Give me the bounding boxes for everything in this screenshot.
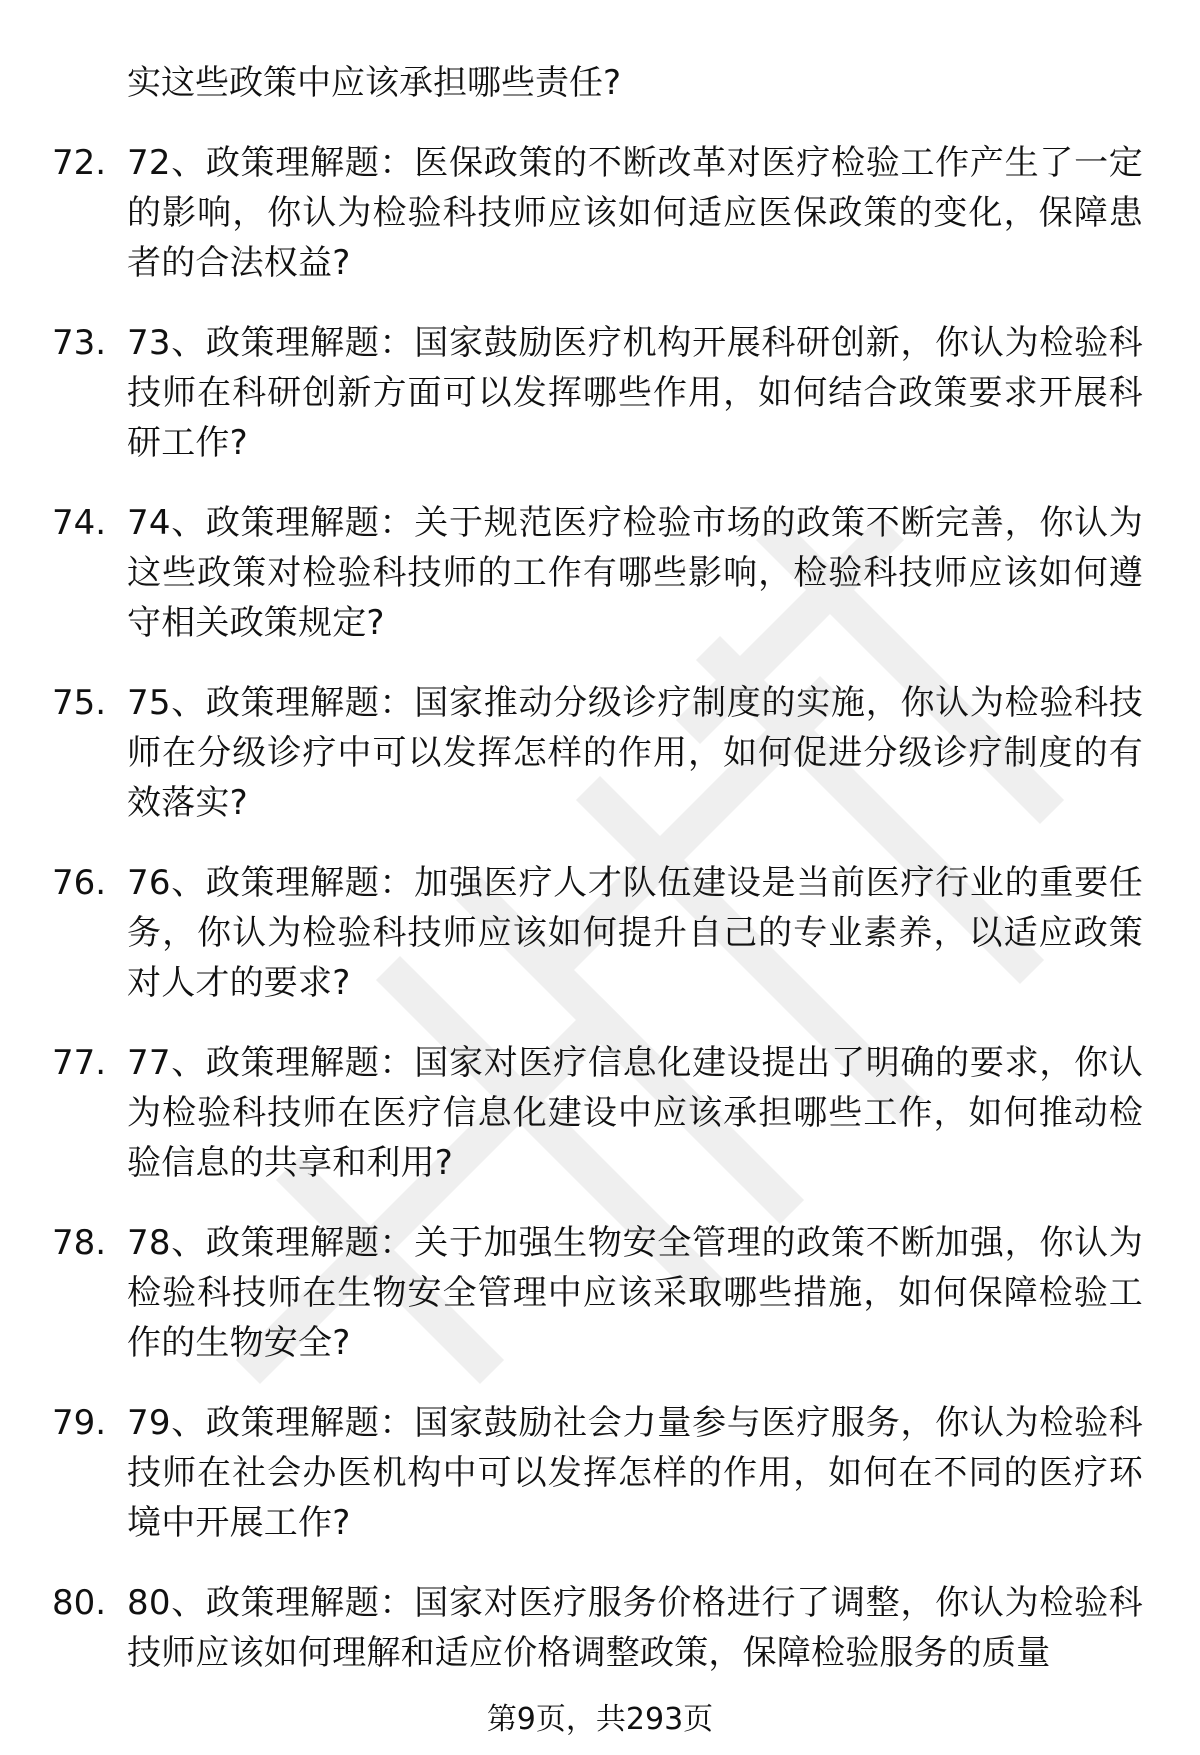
item-number: 75. (52, 683, 107, 723)
list-item (0, 1578, 1200, 1678)
list-item (0, 1398, 1200, 1548)
question-text: 80、政策理解题：国家对医疗服务价格进行了调整，你认为检验科技师应该如何理解和适应价格调整政策，保障检验服务的质量 (127, 1583, 1143, 1673)
question-text: 75、政策理解题：国家推动分级诊疗制度的实施，你认为检验科技师在分级诊疗中可以发挥怎样的作用，如何促进分级诊疗制度的有效落实? (127, 683, 1143, 823)
list-item (0, 1218, 1200, 1368)
question-text: 72、政策理解题：医保政策的不断改革对医疗检验工作产生了一定的影响，你认为检验科技师应该如何适应医保政策的变化，保障患者的合法权益? (127, 143, 1143, 283)
question-text: 79、政策理解题：国家鼓励社会力量参与医疗服务，你认为检验科技师在社会办医机构中可以发挥怎样的作用，如何在不同的医疗环境中开展工作? (127, 1403, 1143, 1543)
question-text: 78、政策理解题：关于加强生物安全管理的政策不断加强，你认为检验科技师在生物安全管理中应该采取哪些措施，如何保障检验工作的生物安全? (127, 1223, 1143, 1363)
question-text: 74、政策理解题：关于规范医疗检验市场的政策不断完善，你认为这些政策对检验科技师的工作有哪些影响，检验科技师应该如何遵守相关政策规定? (127, 503, 1143, 643)
item-number: 76. (52, 863, 107, 903)
item-number: 74. (52, 503, 107, 543)
list-item (0, 318, 1200, 468)
page-footer: 第9页，共293页 (486, 1702, 714, 1737)
item-number: 79. (52, 1403, 107, 1443)
list-item (0, 1038, 1200, 1188)
list-item (0, 498, 1200, 648)
item-number: 72. (52, 143, 107, 183)
list-item (0, 858, 1200, 1008)
question-text: 73、政策理解题：国家鼓励医疗机构开展科研创新，你认为检验科技师在科研创新方面可以发挥哪些作用，如何结合政策要求开展科研工作? (127, 323, 1143, 463)
question-text: 76、政策理解题：加强医疗人才队伍建设是当前医疗行业的重要任务，你认为检验科技师应该如何提升自己的专业素养，以适应政策对人才的要求? (127, 863, 1143, 1003)
item-number: 80. (52, 1583, 107, 1623)
list-item (0, 138, 1200, 288)
item-number: 77. (52, 1043, 107, 1083)
list-item (0, 678, 1200, 828)
item-number: 73. (52, 323, 107, 363)
question-list (0, 138, 1200, 1708)
question-text: 77、政策理解题：国家对医疗信息化建设提出了明确的要求，你认为检验科技师在医疗信息化建设中应该承担哪些工作，如何推动检验信息的共享和利用? (127, 1043, 1143, 1183)
continuation-text: 实这些政策中应该承担哪些责任? (127, 63, 622, 103)
item-number: 78. (52, 1223, 107, 1263)
